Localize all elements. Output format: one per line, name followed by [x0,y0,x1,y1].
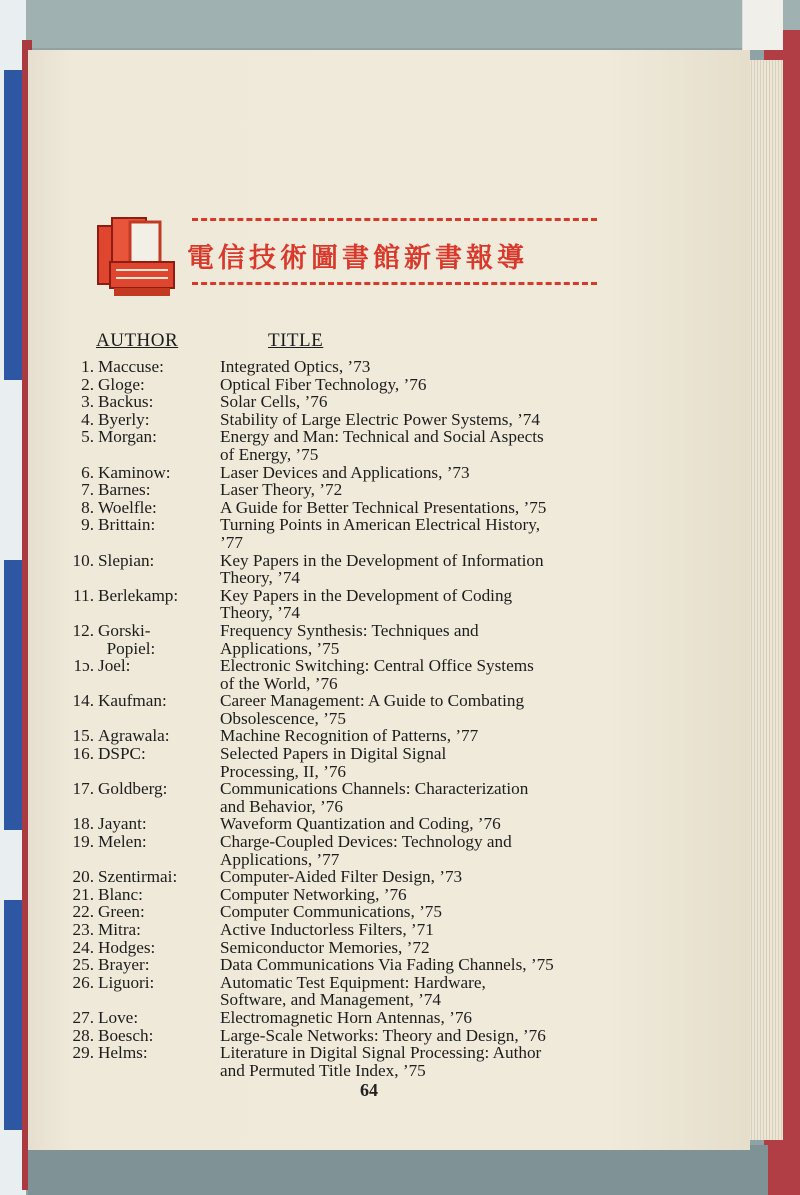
entry-author: Maccuse: [98,357,164,376]
entry-number [54,534,94,552]
list-item [54,622,694,640]
entry-title: Energy and Man: Technical and Social Aspects [220,427,544,447]
scan-backdrop [0,0,800,48]
entry-author: Agrawala: [98,726,170,746]
entry-author: Hodges: [98,937,156,957]
entry-title: Laser Theory, ’72 [220,480,343,500]
entry-number: 6. [81,462,94,482]
entry-author: DSPC: [98,744,146,764]
entry-number: 2. [81,374,94,394]
list-item-continuation [54,1062,694,1080]
entry-author [94,710,218,728]
entry-title: Laser Devices and Applications, ’73 [220,462,470,482]
list-item [54,499,694,517]
entry-number: 17. [72,779,94,799]
list-item [54,464,694,482]
entry-number: 24. [72,937,94,957]
entry-title: ’77 [220,532,243,552]
entry-author: Morgan: [98,427,157,447]
entry-number [54,446,94,464]
list-item [54,428,694,446]
entry-number: 27. [72,1007,94,1027]
library-banner [92,210,602,310]
blue-print-strip [4,560,24,830]
list-item [54,411,694,429]
list-item [54,939,694,957]
entry-number [54,710,94,728]
list-item-continuation [54,569,694,587]
paper-tab [742,0,783,50]
entry-author [94,604,218,622]
list-item [54,868,694,886]
entry-author: Love: [98,1007,139,1027]
entry-number [54,798,94,816]
entry-author: Blanc: [98,884,143,904]
entry-number: 11. [73,585,94,605]
entry-author [94,798,218,816]
list-item [54,780,694,798]
entry-title: A Guide for Better Technical Presentations, ’75 [220,497,547,517]
list-item-continuation [54,710,694,728]
entry-number: 4. [81,409,94,429]
list-item-continuation [54,798,694,816]
entry-number: 9. [81,515,94,535]
dotted-rule-top [192,218,597,221]
entry-number: 3. [81,392,94,412]
entry-title: Applications, ’75 [220,638,340,658]
entry-number: 29. [72,1043,94,1063]
entry-title: Processing, II, ’76 [220,761,347,781]
entry-title: Computer-Aided Filter Design, ’73 [220,867,463,887]
entry-author: Szentirmai: [98,867,178,887]
entry-number: 21. [72,884,94,904]
entry-title: Charge-Coupled Devices: Technology and [220,832,512,852]
list-item [54,1009,694,1027]
entry-author [94,851,218,869]
entry-number: 10. [72,550,94,570]
entry-author: Gorski- [98,620,151,640]
list-item-continuation [54,851,694,869]
list-item [54,745,694,763]
entry-title: Software, and Management, ’74 [220,990,441,1010]
list-item [54,886,694,904]
list-item [54,393,694,411]
entry-author: Jayant: [98,814,147,834]
entry-author [94,763,218,781]
entry-number: 5. [81,427,94,447]
entry-number: 16. [72,744,94,764]
title-column-header: TITLE [268,330,324,351]
entry-number: 26. [72,972,94,992]
entry-number: 14. [72,691,94,711]
list-item-continuation [54,763,694,781]
list-item [54,692,694,710]
entry-number: 23. [72,920,94,939]
entry-number [54,604,94,622]
entry-title: Automatic Test Equipment: Hardware, [220,972,486,992]
entry-author: Backus: [98,392,154,412]
entry-author: Brittain: [98,515,156,535]
entry-author: Liguori: [98,972,155,992]
entry-number [54,1062,94,1080]
entry-number [54,763,94,781]
entry-author: Gloge: [98,374,145,394]
entry-author: Helms: [98,1043,148,1063]
entry-number [54,640,94,658]
list-item [54,587,694,605]
entry-title: Communications Channels: Characterization [220,779,529,799]
book-bottom-edge [28,1145,768,1195]
banner-title: 電信技術圖書館新書報導 [187,243,528,274]
entry-title: Computer Networking, ’76 [220,884,407,904]
entry-author: Brayer: [98,955,150,975]
entry-author: Mitra: [98,920,141,939]
entry-author: Barnes: [98,480,151,500]
entry-title: Electromagnetic Horn Antennas, ’76 [220,1007,473,1027]
entry-title: Large-Scale Networks: Theory and Design, ’76 [220,1025,546,1045]
entry-title: of the World, ’76 [220,673,338,693]
list-item [54,727,694,745]
entry-title: Turning Points in American Electrical History, [220,515,540,535]
entry-title: Computer Communications, ’75 [220,902,442,922]
blue-print-strip [4,70,24,380]
list-item [54,552,694,570]
list-item-continuation [54,640,694,658]
entry-title: Theory, ’74 [220,603,301,623]
list-item [54,376,694,394]
list-item [54,833,694,851]
entry-title: and Permuted Title Index, ’75 [220,1060,426,1080]
entry-author: Joel: [98,656,131,676]
list-item [54,358,694,376]
entry-author: Byerly: [98,409,150,429]
entry-number [54,991,94,1009]
entry-title: Key Papers in the Development of Coding [220,585,513,605]
entry-title: Solar Cells, ’76 [220,392,328,412]
entry-number [54,851,94,869]
entry-author [94,534,218,552]
entry-title: Optical Fiber Technology, ’76 [220,374,427,394]
entry-author: Goldberg: [98,779,168,799]
author-column-header: AUTHOR [96,330,179,351]
entry-number: 8. [81,497,94,517]
entry-number [54,675,94,693]
entry-number: 19. [72,832,94,852]
entry-number: 22. [72,902,94,922]
entry-title: Obsolescence, ’75 [220,708,346,728]
entry-title: Machine Recognition of Patterns, ’77 [220,726,479,746]
entry-title: of Energy, ’75 [220,444,319,464]
entry-title: Frequency Synthesis: Techniques and [220,620,479,640]
entry-author: Boesch: [98,1025,154,1045]
list-item [54,815,694,833]
entry-title: Integrated Optics, ’73 [220,357,371,376]
entry-title: Semiconductor Memories, ’72 [220,937,430,957]
entry-number: 1ɔ. [73,656,94,676]
blue-print-strip [4,900,24,1130]
list-item [54,921,694,939]
entry-author [94,446,218,464]
entry-author: Slepian: [98,550,155,570]
list-item-continuation [54,604,694,622]
page-number: 64 [360,1080,378,1100]
entry-author: Melen: [98,832,147,852]
entry-number: 15. [72,726,94,746]
entry-number: 1. [81,357,94,376]
list-item [54,956,694,974]
entry-number [54,569,94,587]
list-item [54,974,694,992]
entry-title: Stability of Large Electric Power Systems, ’74 [220,409,540,429]
list-item-continuation [54,675,694,693]
entry-number: 12. [72,620,94,640]
entry-author: Woelfle: [98,497,157,517]
list-item [54,1044,694,1062]
entry-title: Electronic Switching: Central Office Systems [220,656,534,676]
entry-number: 25. [72,955,94,975]
list-item [54,516,694,534]
entry-author: Popiel: [98,638,156,658]
entry-author: Kaufman: [98,691,167,711]
entry-number: 28. [72,1025,94,1045]
entry-author [94,675,218,693]
books-icon [92,212,187,302]
entry-number: 18. [72,814,94,834]
entry-author: Green: [98,902,145,922]
entry-title: Data Communications Via Fading Channels, ’75 [220,955,554,975]
entry-title: Waveform Quantization and Coding, ’76 [220,814,501,834]
entry-author: Kaminow: [98,462,171,482]
entry-author [94,991,218,1009]
book-list [54,358,694,1079]
page-edges [745,60,783,1140]
entry-number: 7. [81,480,94,500]
entry-author [94,569,218,587]
list-item [54,481,694,499]
list-item [54,1027,694,1045]
list-item [54,657,694,675]
entry-title: Theory, ’74 [220,568,301,588]
entry-title: Selected Papers in Digital Signal [220,744,447,764]
dotted-rule-bottom [192,282,597,285]
entry-number: 20. [72,867,94,887]
entry-author: Berlekamp: [98,585,179,605]
list-item [54,903,694,921]
list-item-continuation [54,991,694,1009]
list-item-continuation [54,446,694,464]
entry-title: Literature in Digital Signal Processing: Author [220,1043,542,1063]
entry-title: Applications, ’77 [220,849,340,869]
entry-title: and Behavior, ’76 [220,796,343,816]
entry-title: Career Management: A Guide to Combating [220,691,525,711]
entry-author [94,1062,218,1080]
entry-title: Active Inductorless Filters, ’71 [220,920,434,939]
list-item-continuation [54,534,694,552]
entry-title: Key Papers in the Development of Information [220,550,544,570]
